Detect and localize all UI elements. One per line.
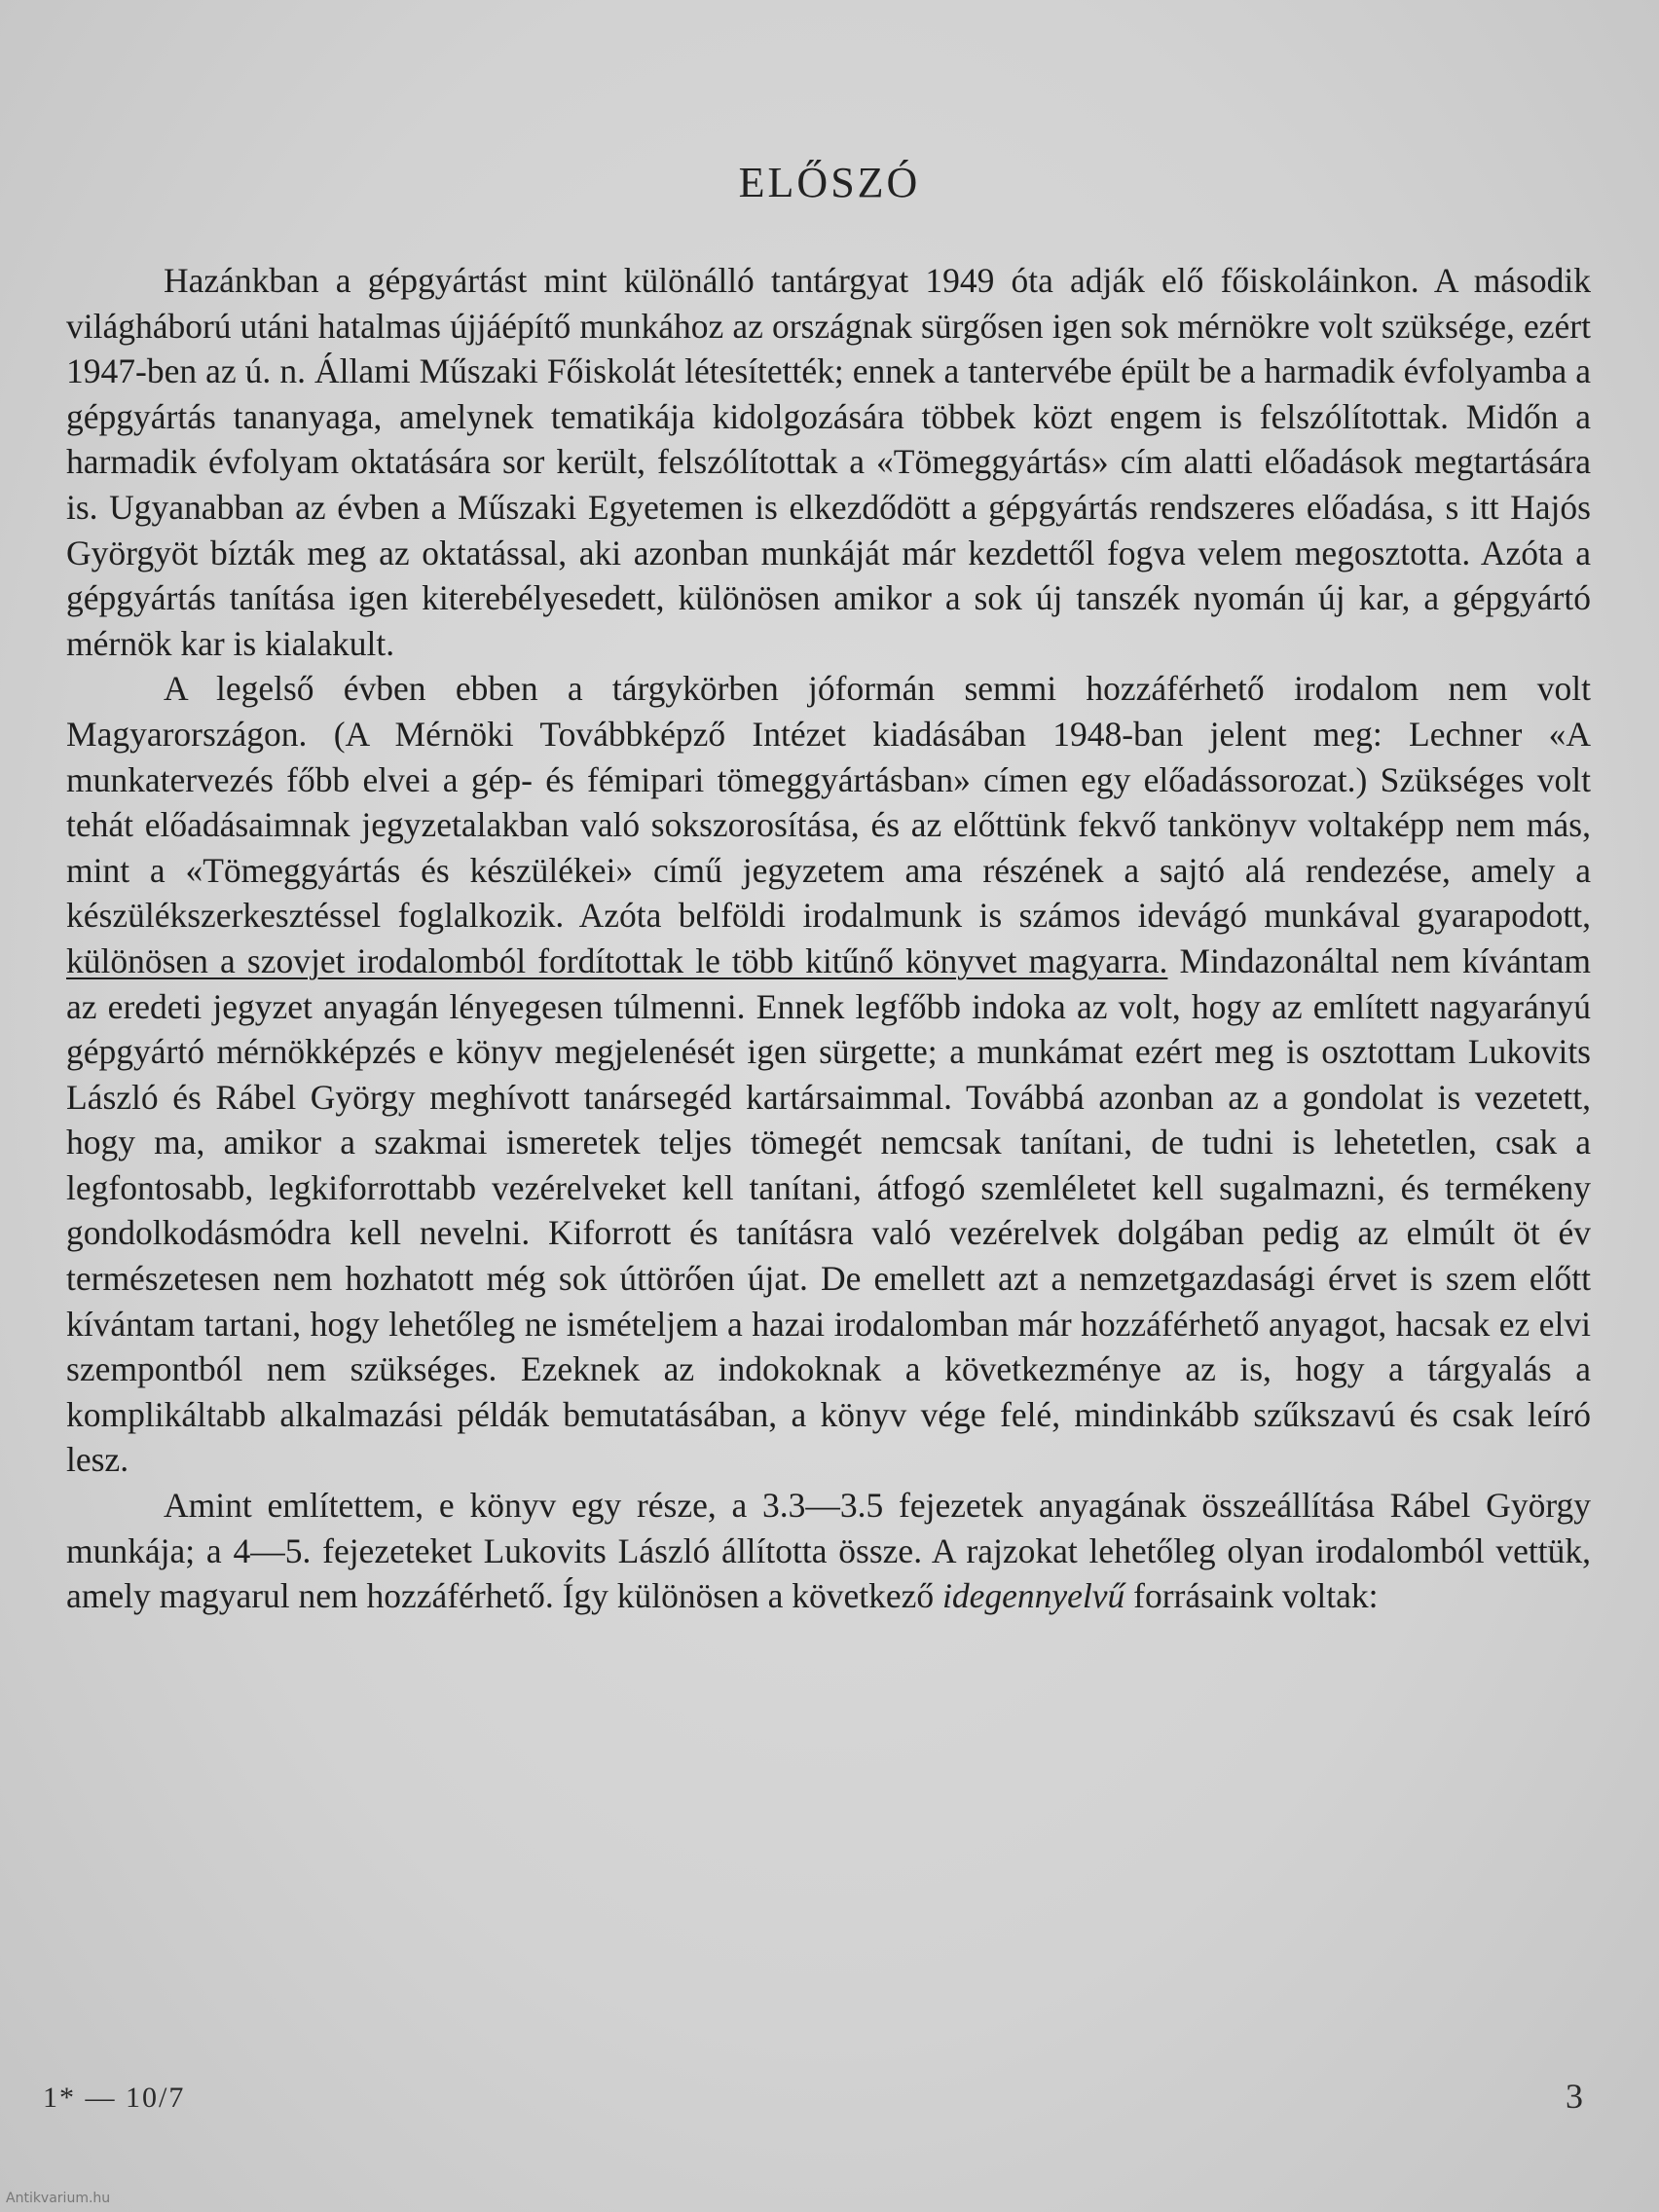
underlined-passage: különösen a szovjet irodalomból fordítottak le több kitűnő könyvet magyarra. xyxy=(66,940,1168,980)
paragraph-3-part-b: forrásaink voltak: xyxy=(1133,1576,1379,1616)
paragraph-2-part-b: Mindazonáltal nem kívántam az eredeti jegyzet anyagán lényegesen túlmenni. Ennek legfőbb indoka az volt, hogy az említett nagyarányú gépgyártó mérnökképzés e könyv megjelenését igen sürgette; a munkámat ezért meg is osztottam Lukovits László és Rábel György meghívott tanársegéd kartársaimmal. Továbbá azonban az a gondolat is vezetett, hogy ma, amikor a szakmai ismeretek teljes tömegét nemcsak tanítani, de tudni is lehetetlen, csak a legfontosabb, legkiforrottabb vezérelveket kell tanítani, átfogó szemléletet kell sugalmazni, és termékeny gondolkodásmódra kell nevelni. Kiforrott és tanításra való vezérelvek dolgában pedig az elmúlt öt év természetesen nem hozhatott még sok úttörően újat. De emellett azt a nemzetgazdasági érvet is szem előtt kívántam tartani, hogy lehetőleg ne ismételjem a hazai irodalomban már hozzáférhető anyagot, hacsak ez elvi szempontból nem szükséges. Ezeknek az indokoknak a következménye az is, hogy a tárgyalás a komplikáltabb alkalmazási példák bemutatásában, a könyv vége felé, mindinkább szűkszavú és csak leíró lesz. xyxy=(66,940,1592,1480)
page-title: ELŐSZÓ xyxy=(738,159,921,206)
paragraph-2-part-a: A legelső évben ebben a tárgykörben jóformán semmi hozzáférhető irodalom nem volt Magyarországon. (A Mérnöki Továbbképző Intézet kiadásában 1948-ban jelent meg: Lechner «A munkatervezés főbb elvei a gép- és fémipari tömeggyártásban» címen egy előadássorozat.) Szükséges volt tehát előadásaimnak jegyzetalakban való sokszorosítása, és az előttünk fekvő tankönyv voltaképp nem más, mint a «Tömeggyártás és készülékei» című jegyzetem ama részének a sajtó alá rendezése, amely a készülékszerkesztéssel foglalkozik. Azóta belföldi irodalmunk is számos idevágó munkával gyarapodott, xyxy=(66,669,1591,936)
page-number: 3 xyxy=(1566,2077,1583,2116)
body-text xyxy=(66,258,1591,1619)
watermark: Antikvarium.hu xyxy=(6,2191,111,2206)
paragraph-2 xyxy=(66,666,1591,1483)
italic-word: idegennyelvű xyxy=(941,1576,1125,1616)
signature-mark: 1* — 10/7 xyxy=(43,2082,186,2114)
paragraph-3 xyxy=(66,1483,1591,1619)
paragraph-1: Hazánkban a gépgyártást mint különálló tantárgyat 1949 óta adják elő főiskoláinkon. A második világháború utáni hatalmas újjáépítő munkához az országnak sürgősen igen sok mérnökre volt szüksége, ezért 1947-ben az ú. n. Állami Műszaki Főiskolát létesítették; ennek a tantervébe épült be a harmadik évfolyamba a gépgyártás tananyaga, amelynek tematikája kidolgozására többek közt engem is felszólítottak. Midőn a harmadik évfolyam oktatására sor került, felszólítottak a «Tömeggyártás» cím alatti előadások megtartására is. Ugyanabban az évben a Műszaki Egyetemen is elkezdődött a gépgyártás rendszeres előadása, s itt Hajós Györgyöt bízták meg az oktatással, aki azonban munkáját már kezdettől fogva velem megosztotta. Azóta a gépgyártás tanítása igen kiterebélyesedett, különösen amikor a sok új tanszék nyomán új kar, a gépgyártó mérnök kar is kialakult. xyxy=(66,261,1591,663)
paragraph-3-part-a: Amint említettem, e könyv egy része, a 3.3—3.5 fejezetek anyagának összeállítása Rábel György munkája; a 4—5. fejezeteket Lukovits László állította össze. A rajzokat lehetőleg olyan irodalomból vettük, amely magyarul nem hozzáférhető. Így különösen a következő xyxy=(66,1486,1591,1616)
